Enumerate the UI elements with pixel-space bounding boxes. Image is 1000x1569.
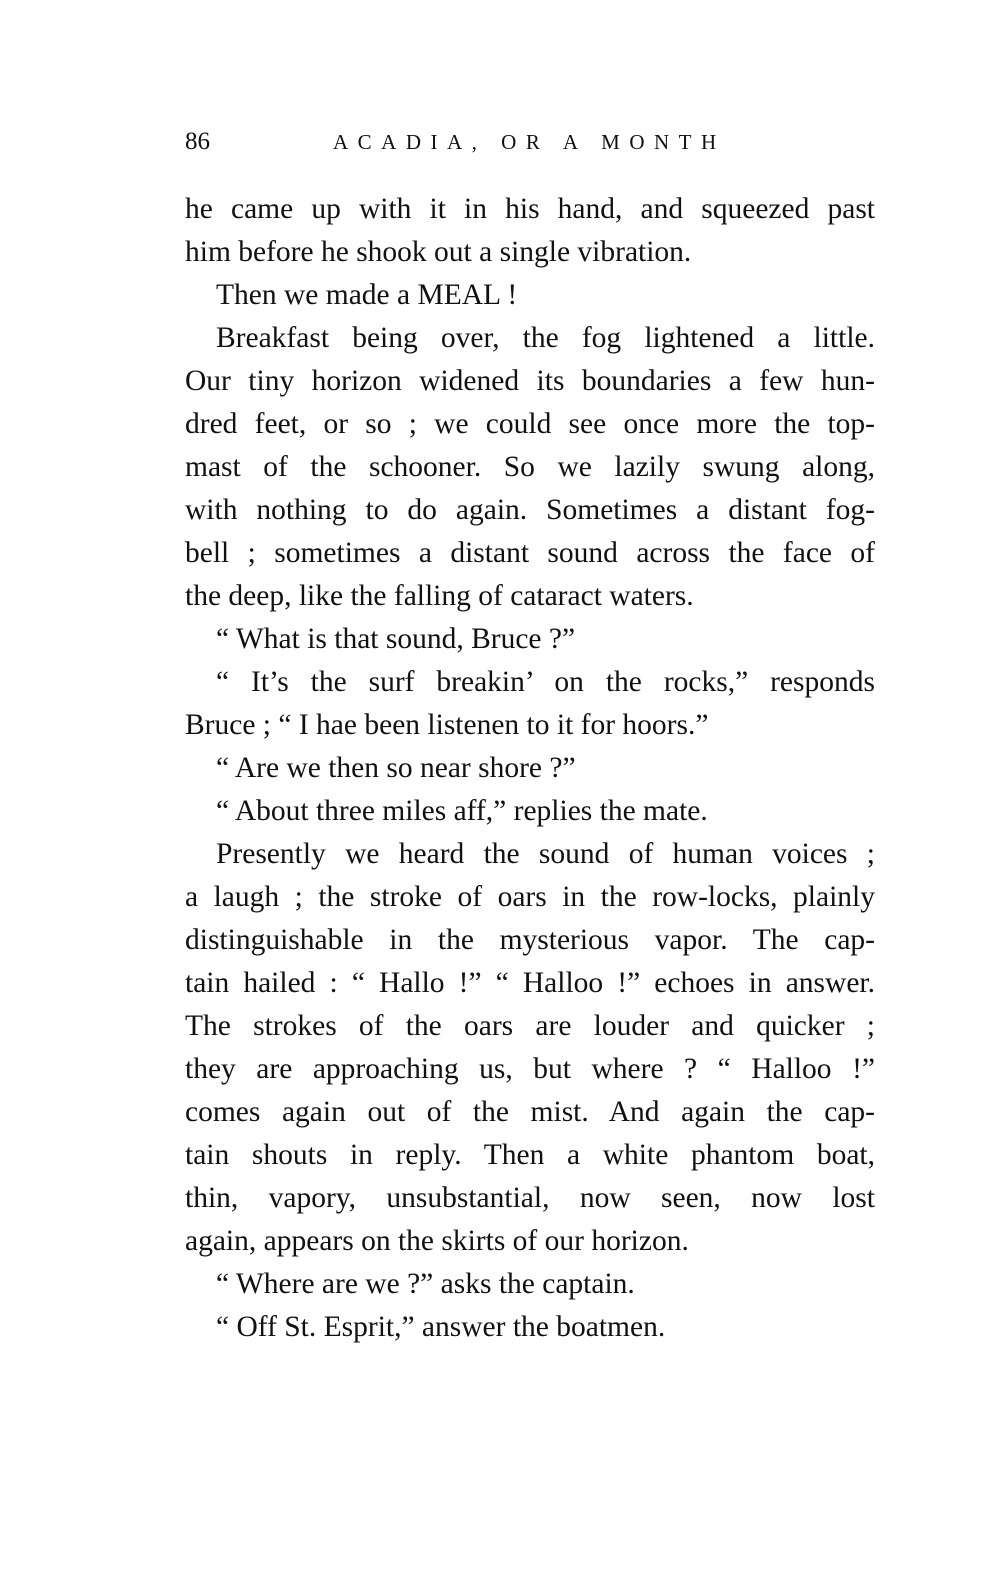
running-title: ACADIA, OR A MONTH — [333, 130, 726, 154]
text-line: “ About three miles aff,” replies the mate. — [216, 795, 708, 827]
text-line: tain hailed : “ Hallo !” “ Halloo !” echoes in answer. — [185, 967, 875, 999]
text-line: Our tiny horizon widened its boundaries a few hun- — [185, 365, 875, 397]
text-line: “ It’s the surf breakin’ on the rocks,” responds — [216, 666, 875, 698]
text-line: a laugh ; the stroke of oars in the row-locks, plainly — [185, 881, 875, 913]
text-line: “ What is that sound, Bruce ?” — [216, 623, 576, 655]
text-line: bell ; sometimes a distant sound across the face of — [185, 537, 875, 569]
text-line: again, appears on the skirts of our horizon. — [185, 1225, 689, 1257]
text-line: they are approaching us, but where ? “ Halloo !” — [185, 1053, 875, 1085]
text-line: Breakfast being over, the fog lightened a little. — [216, 322, 875, 354]
text-line: him before he shook out a single vibration. — [185, 236, 692, 268]
text-line: with nothing to do again. Sometimes a distant fog- — [185, 494, 875, 526]
body-text — [185, 188, 875, 1349]
text-line: tain shouts in reply. Then a white phantom boat, — [185, 1139, 875, 1171]
text-line: dred feet, or so ; we could see once more the top- — [185, 408, 875, 440]
text-line: “ Are we then so near shore ?” — [216, 752, 576, 784]
text-line: “ Where are we ?” asks the captain. — [216, 1268, 635, 1300]
text-line: thin, vapory, unsubstantial, now seen, now lost — [185, 1182, 875, 1214]
text-line: mast of the schooner. So we lazily swung along, — [185, 451, 875, 483]
text-line: “ Off St. Esprit,” answer the boatmen. — [216, 1311, 666, 1343]
text-line: Presently we heard the sound of human voices ; — [216, 838, 875, 870]
text-line: he came up with it in his hand, and squeezed past — [185, 193, 875, 225]
text-line: Bruce ; “ I hae been listenen to it for hoors.” — [185, 709, 709, 741]
text-line: the deep, like the falling of cataract waters. — [185, 580, 694, 612]
text-line: The strokes of the oars are louder and quicker ; — [185, 1010, 875, 1042]
text-line: comes again out of the mist. And again the cap- — [185, 1096, 875, 1128]
text-line: distinguishable in the mysterious vapor. The cap- — [185, 924, 875, 956]
text-line: Then we made a MEAL ! — [216, 279, 518, 311]
running-head — [185, 128, 875, 168]
page-number: 86 — [185, 128, 210, 155]
